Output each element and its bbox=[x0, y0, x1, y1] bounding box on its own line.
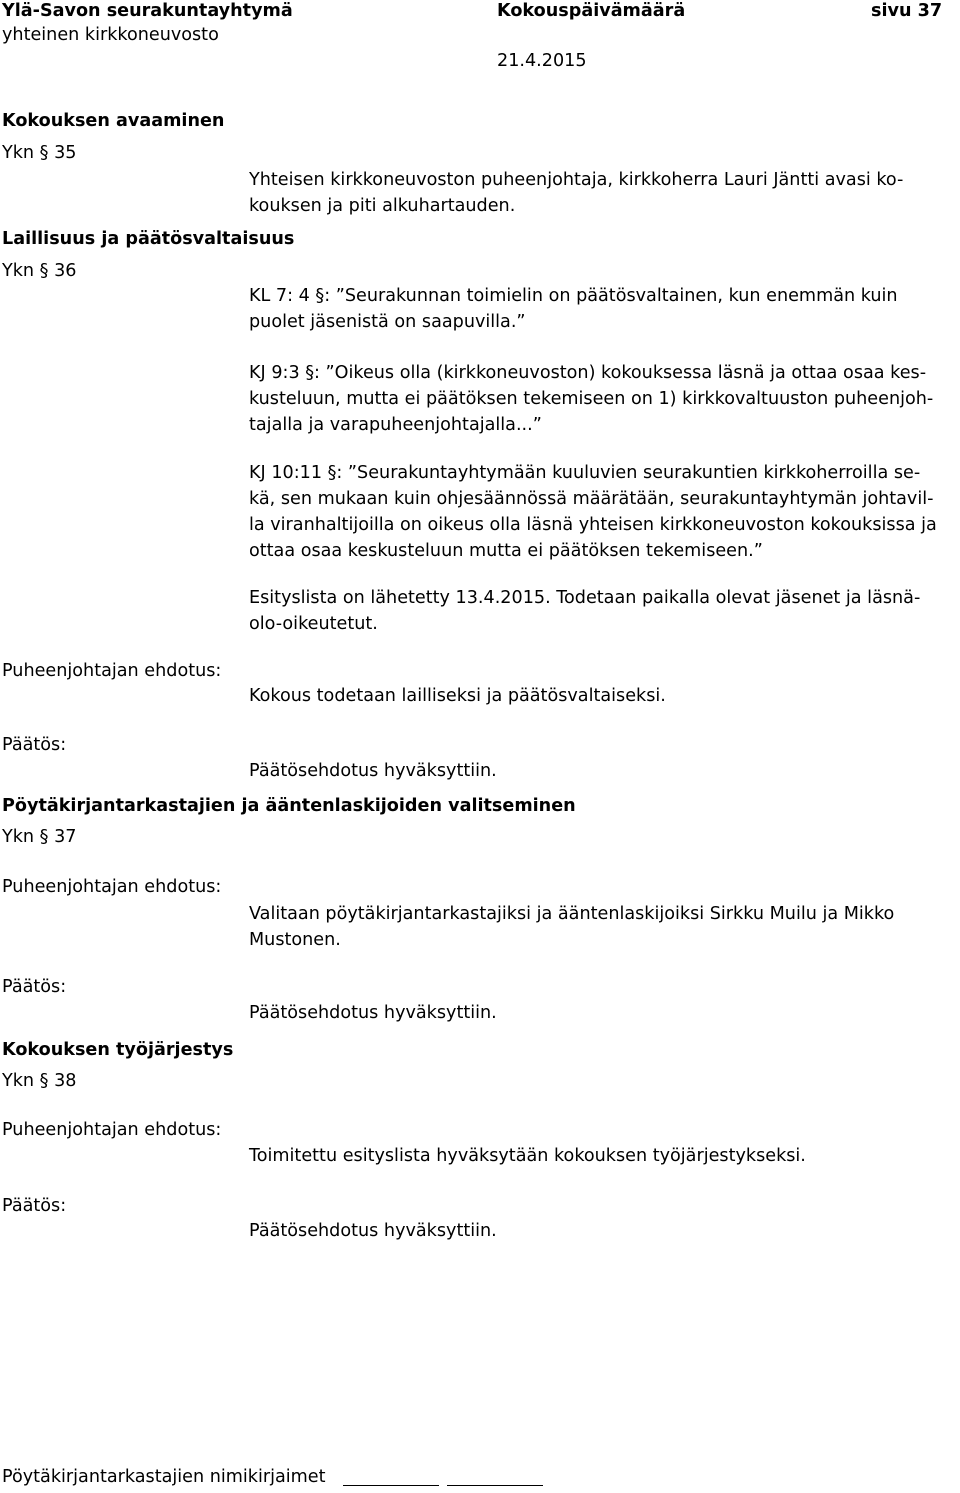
section-37-proposal bbox=[249, 901, 949, 953]
section-36-paragraph-2 bbox=[249, 360, 949, 438]
text-line: kusteluun, mutta ei päätöksen tekemiseen on 1) kirkkovaltuuston puheenjoh- bbox=[249, 389, 934, 409]
text-line: kouksen ja piti alkuhartauden. bbox=[249, 196, 516, 216]
text-line: la viranhaltijoilla on oikeus olla läsnä yhteisen kirkkoneuvoston kokouksissa ja bbox=[249, 515, 937, 535]
organization-name: Ylä-Savon seurakuntayhtymä bbox=[2, 1, 293, 21]
section-36-paragraph-3 bbox=[249, 460, 949, 564]
text-line: puolet jäsenistä on saapuvilla.” bbox=[249, 312, 526, 332]
text-line: tajalla ja varapuheenjohtajalla...” bbox=[249, 415, 542, 435]
section-37-ref: Ykn § 37 bbox=[2, 827, 77, 847]
text-line: KL 7: 4 §: ”Seurakunnan toimielin on päätösvaltainen, kun enemmän kuin bbox=[249, 286, 898, 306]
section-38-decision-label: Päätös: bbox=[2, 1196, 67, 1216]
text-line: Valitaan pöytäkirjantarkastajiksi ja ääntenlaskijoiksi Sirkku Muilu ja Mikko bbox=[249, 904, 895, 924]
section-36-decision: Päätösehdotus hyväksyttiin. bbox=[249, 761, 497, 781]
section-37-proposal-label: Puheenjohtajan ehdotus: bbox=[2, 877, 222, 897]
text-line: olo-oikeutetut. bbox=[249, 614, 378, 634]
signatures-label: Pöytäkirjantarkastajien nimikirjaimet bbox=[2, 1467, 326, 1487]
section-38-proposal: Toimitettu esityslista hyväksytään kokouksen työjärjestykseksi. bbox=[249, 1146, 806, 1166]
section-38-ref: Ykn § 38 bbox=[2, 1071, 77, 1091]
section-36-proposal: Kokous todetaan lailliseksi ja päätösvaltaiseksi. bbox=[249, 686, 666, 706]
section-37-decision: Päätösehdotus hyväksyttiin. bbox=[249, 1003, 497, 1023]
body-name: yhteinen kirkkoneuvosto bbox=[2, 25, 219, 45]
text-line: ottaa osaa keskusteluun mutta ei päätöksen tekemiseen.” bbox=[249, 541, 763, 561]
section-37-decision-label: Päätös: bbox=[2, 977, 67, 997]
section-36-paragraph-1 bbox=[249, 283, 949, 335]
text-line: Esityslista on lähetetty 13.4.2015. Todetaan paikalla olevat jäsenet ja läsnä- bbox=[249, 588, 921, 608]
signature-line-2 bbox=[447, 1485, 543, 1486]
section-36-paragraph-4 bbox=[249, 585, 949, 637]
meeting-date: 21.4.2015 bbox=[497, 51, 587, 71]
section-35-title: Kokouksen avaaminen bbox=[2, 111, 225, 131]
section-36-decision-label: Päätös: bbox=[2, 735, 67, 755]
section-36-title: Laillisuus ja päätösvaltaisuus bbox=[2, 229, 295, 249]
section-35-ref: Ykn § 35 bbox=[2, 143, 77, 163]
section-38-title: Kokouksen työjärjestys bbox=[2, 1040, 234, 1060]
section-36-ref: Ykn § 36 bbox=[2, 261, 77, 281]
section-35-text bbox=[249, 167, 949, 219]
section-38-decision: Päätösehdotus hyväksyttiin. bbox=[249, 1221, 497, 1241]
date-label: Kokouspäivämäärä bbox=[497, 1, 686, 21]
text-line: Mustonen. bbox=[249, 930, 341, 950]
page-number: sivu 37 bbox=[871, 1, 943, 21]
section-37-title: Pöytäkirjantarkastajien ja ääntenlaskijoiden valitseminen bbox=[2, 796, 576, 816]
text-line: KJ 9:3 §: ”Oikeus olla (kirkkoneuvoston) kokouksessa läsnä ja ottaa osaa kes- bbox=[249, 363, 927, 383]
section-36-proposal-label: Puheenjohtajan ehdotus: bbox=[2, 661, 222, 681]
text-line: Yhteisen kirkkoneuvoston puheenjohtaja, kirkkoherra Lauri Jäntti avasi ko- bbox=[249, 170, 904, 190]
signature-line-1 bbox=[343, 1485, 439, 1486]
text-line: kä, sen mukaan kuin ohjesäännössä määrätään, seurakuntayhtymän johtavil- bbox=[249, 489, 934, 509]
section-38-proposal-label: Puheenjohtajan ehdotus: bbox=[2, 1120, 222, 1140]
text-line: KJ 10:11 §: ”Seurakuntayhtymään kuuluvien seurakuntien kirkkoherroilla se- bbox=[249, 463, 921, 483]
